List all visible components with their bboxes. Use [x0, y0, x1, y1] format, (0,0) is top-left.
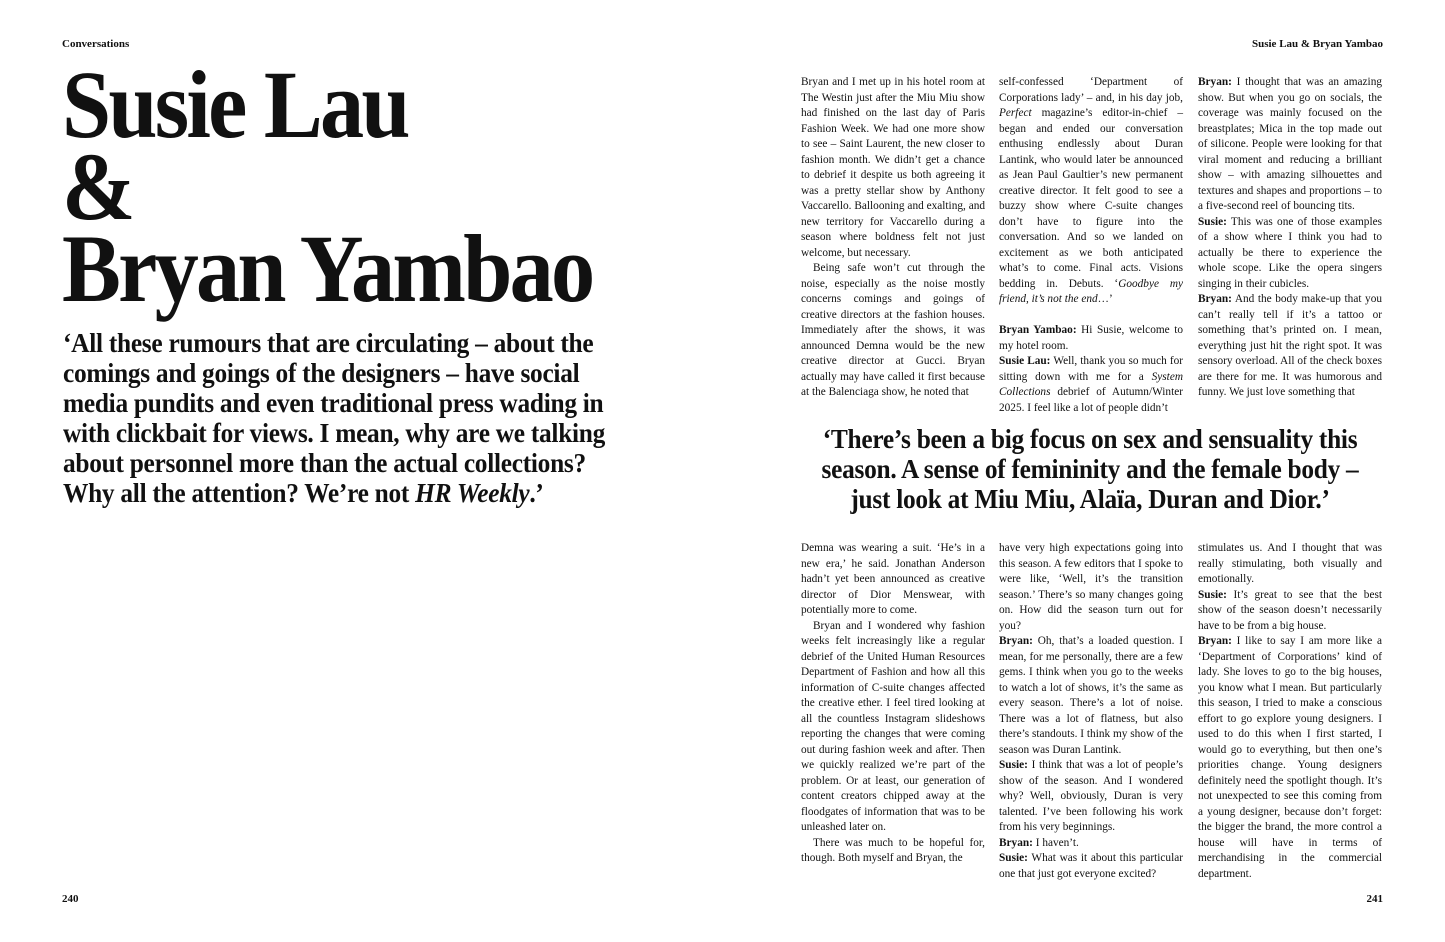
- interview-exchange: Susie: This was one of those examples of a show where I think you had to actually be there to experience the whole scope. Like the opera singers singing in their cubicles.: [1198, 215, 1382, 290]
- speaker-label: Susie:: [999, 852, 1028, 864]
- standfirst-italic: HR Weekly: [415, 478, 530, 508]
- interview-exchange: Susie: What was it about this particular one that just got everyone excited?: [999, 852, 1183, 880]
- speaker-label: Susie:: [1198, 588, 1227, 601]
- interview-exchange: Susie: I think that was a lot of people’s show of the season. And I wondered why? Well, obviously, Duran is very talented. I’ve been following his work from his very beginnings.: [999, 759, 1183, 833]
- interview-exchange: Susie Lau: Well, thank you so much for sitting down with me for a System Collections debrief of Autumn/Winter 2025. I feel like a lot of people didn’t: [999, 355, 1183, 414]
- speaker-label: Bryan:: [1198, 76, 1232, 88]
- running-head-title: Susie Lau & Bryan Yambao: [1251, 38, 1383, 50]
- standfirst-quote: ‘All these rumours that are circulating – about the comings and goings of the designers – have social media pundits and even traditional press wading in with clickbait for views. I mean, why are we talking about personnel more than the actual collections? Why all the attention? We’re not HR Weekly.’: [63, 328, 606, 508]
- interview-exchange: Bryan: I like to say I am more like a ‘Department of Corporations’ kind of lady. She loves to go to the big houses, you know what I mean. But particularly this season, I tried to make a conscious effort to go explore young designers. I used to do this when I first started, I would go to everything, but then one’s priorities change. Young designers definitely need the spotlight though. It’s not unexpected to see this coming from a young designer, because don’t forget: the bigger the brand, the more control a house will have in terms of merchandising in the commercial department.: [1198, 635, 1382, 880]
- interview-exchange: Bryan: And the body make-up that you can’t really tell if it’s a tattoo or something that’s printed on. I mean, everything just hit the right spot. It was sensory overload. All of the check boxes are there for me. It was humorous and funny. We just love something that: [1198, 293, 1382, 398]
- interview-exchange: Bryan Yambao: Hi Susie, welcome to my hotel room.: [999, 324, 1183, 352]
- body-column-top-1: [801, 75, 985, 401]
- page-number-right: 241: [1366, 893, 1383, 905]
- interview-exchange: Susie: It’s great to see that the best show of the season doesn’t necessarily have to be from a big house.: [1198, 588, 1382, 632]
- paragraph: Bryan and I wondered why fashion weeks felt increasingly like a regular debrief of the United Human Resources Department of Fashion and how all this information of C-suite changes affected the creative ether. I feel tired looking at all the countless Instagram slideshows reporting the changes that were coming out during fashion week and after. Then we quickly realized we’re part of the problem. Or at least, our generation of content creators chipped away at the floodgates of information that was to be unleashed later on.: [801, 619, 985, 833]
- article-title: [62, 51, 669, 322]
- title-line-1: Susie Lau: [62, 51, 408, 158]
- speaker-label: Bryan:: [999, 836, 1033, 849]
- paragraph: Being safe won’t cut through the noise, especially as the noise mostly concerns comings and goings of creative directors at the fashion houses. Immediately after the shows, it was announced Demna would be the new creative director at Gucci. Bryan actually may have called it first because at the Balenciaga show, he noted that: [801, 262, 985, 398]
- speaker-label: Susie:: [999, 759, 1028, 771]
- speaker-label: Bryan:: [999, 635, 1033, 647]
- interview-exchange: Bryan: I haven’t.: [999, 836, 1079, 849]
- title-line-2: &: [62, 133, 133, 240]
- body-column-bottom-3: [1198, 541, 1382, 880]
- speaker-label: Bryan:: [1198, 635, 1232, 647]
- body-column-top-3: [1198, 75, 1382, 401]
- speaker-label: Susie Lau:: [999, 355, 1051, 367]
- page-number-left: 240: [62, 893, 79, 905]
- body-column-bottom-1: [801, 541, 985, 867]
- interview-exchange: Bryan: Oh, that’s a loaded question. I mean, for me personally, there are a few gems. I think when you go to the weeks to watch a lot of shows, it’s the same as every season. There’s a lot of noise. There was a lot of flatness, but also there’s standouts. I think my show of the season was Duran Lantink.: [999, 635, 1183, 756]
- speaker-label: Bryan Yambao:: [999, 324, 1077, 336]
- paragraph: There was much to be hopeful for, though. Both myself and Bryan, the: [801, 836, 985, 864]
- body-column-bottom-2: [999, 541, 1183, 880]
- body-column-top-2: [999, 75, 1183, 414]
- paragraph: have very high expectations going into this season. A few editors that I spoke to were like, ‘Well, it’s the transition season.’ There’s so many changes going on. How did the season turn out for you?: [999, 542, 1183, 632]
- paragraph: Bryan and I met up in his hotel room at The Westin just after the Miu Miu show had finished on the last day of Paris Fashion Week. We had one more show to see – Saint Laurent, the new closer to fashion month. We didn’t get a chance to debrief it despite us both agreeing it was a pretty stellar show by Anthony Vaccarello. Ballooning and exalting, and new territory for Vaccarello during a season where boldness felt not just welcome, but necessary.: [801, 76, 985, 259]
- running-head-section: Conversations: [62, 38, 130, 50]
- speaker-label: Susie:: [1198, 215, 1227, 228]
- paragraph: stimulates us. And I thought that was really stimulating, both visually and emotionally.: [1198, 542, 1382, 585]
- pull-quote: ‘There’s been a big focus on sex and sensuality this season. A sense of femininity and the female body – just look at Miu Miu, Alaïa, Duran and Dior.’: [821, 424, 1359, 514]
- title-line-3: Bryan Yambao: [62, 215, 593, 322]
- interview-exchange: Bryan: I thought that was an amazing show. But when you go on socials, the coverage was mainly focused on the breastplates; Mica in the top made out of silicone. People were looking for that viral moment and reducing a brilliant show – with amazing silhouettes and textures and shapes and proportions – to a five-second reel of bouncing tits.: [1198, 76, 1382, 212]
- paragraph: self-confessed ‘Department of Corporations lady’ – and, in his day job, Perfect magazine’s editor-in-chief – began and ended our conversation enthusing endlessly about Duran Lantink, who would later be announced as Jean Paul Gaultier’s new permanent creative director. It felt good to see a buzzy show where C-suite changes don’t have to figure into the conversation. And so we landed on excitement as we both anticipated what’s to come. Final acts. Visions bedding in. Debuts. ‘Goodbye my friend, it’s not the end…’: [999, 76, 1183, 305]
- paragraph: Demna was wearing a suit. ‘He’s in a new era,’ he said. Jonathan Anderson hadn’t yet been announced as creative director of Dior Menswear, with potentially more to come.: [801, 542, 985, 616]
- speaker-label: Bryan:: [1198, 293, 1232, 305]
